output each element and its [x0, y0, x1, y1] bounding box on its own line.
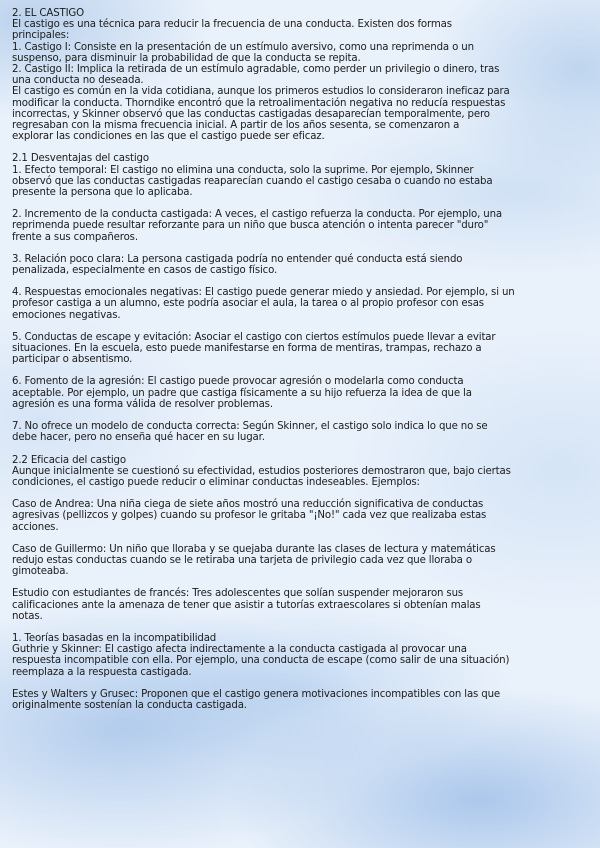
- text-line: notas.: [12, 610, 43, 622]
- document-section: [12, 455, 588, 622]
- text-line: originalmente sostenían la conducta castigada.: [12, 699, 247, 711]
- text-line: agresión es una forma válida de resolver problemas.: [12, 398, 273, 410]
- paragraph: [12, 376, 588, 410]
- text-line: debe hacer, pero no enseña qué hacer en su lugar.: [12, 432, 265, 444]
- section-heading: 2.1 Desventajas del castigo: [12, 153, 149, 165]
- paragraph-spacer: [12, 365, 588, 376]
- text-line: 2. Castigo II: Implica la retirada de un estímulo agradable, como perder un privilegio o dinero, tras: [12, 64, 500, 76]
- paragraph-spacer: [12, 410, 588, 421]
- paragraph: [12, 588, 588, 622]
- paragraph-spacer: [12, 577, 588, 588]
- text-line: Aunque inicialmente se cuestionó su efectividad, estudios posteriores demostraron que, bajo ciertas: [12, 465, 511, 477]
- paragraph: [12, 421, 588, 443]
- text-line: gimoteaba.: [12, 566, 69, 578]
- paragraph-spacer: [12, 198, 588, 209]
- section-spacer: [12, 142, 588, 153]
- text-line: 4. Respuestas emocionales negativas: El castigo puede generar miedo y ansiedad. Por ejemplo, si un: [12, 287, 515, 299]
- text-line: 7. No ofrece un modelo de conducta correcta: Según Skinner, el castigo solo indica lo que no se: [12, 421, 488, 433]
- paragraph: [12, 689, 588, 711]
- paragraph: [12, 19, 588, 142]
- section-heading: 2.2 Eficacia del castigo: [12, 454, 126, 466]
- text-line: Caso de Andrea: Una niña ciega de siete años mostró una reducción significativa de conductas: [12, 499, 484, 511]
- paragraph: [12, 165, 588, 199]
- text-line: explorar las condiciones en las que el castigo puede ser eficaz.: [12, 131, 325, 143]
- paragraph-spacer: [12, 678, 588, 689]
- paragraph-spacer: [12, 276, 588, 287]
- section-spacer: [12, 622, 588, 633]
- paragraph-spacer: [12, 321, 588, 332]
- text-line: modificar la conducta. Thorndike encontró que la retroalimentación negativa no reducía respuestas: [12, 97, 506, 109]
- document-section: [12, 8, 588, 142]
- text-line: reemplaza a la respuesta castigada.: [12, 666, 192, 678]
- text-line: frente a sus compañeros.: [12, 231, 138, 243]
- text-line: reprimenda puede resultar reforzante para un niño que busca atención o intenta parecer "duro": [12, 220, 489, 232]
- text-line: 1. Efecto temporal: El castigo no elimina una conducta, solo la suprime. Por ejemplo, Skinner: [12, 164, 474, 176]
- text-line: una conducta no deseada.: [12, 75, 144, 87]
- paragraph-spacer: [12, 243, 588, 254]
- text-line: suspenso, para disminuir la probabilidad de que la conducta se repita.: [12, 52, 361, 64]
- paragraph: [12, 466, 588, 488]
- paragraph: [12, 332, 588, 366]
- text-line: 2. Incremento de la conducta castigada: A veces, el castigo refuerza la conducta. Por ejemplo, una: [12, 209, 503, 221]
- paragraph: [12, 287, 588, 321]
- text-line: Guthrie y Skinner: El castigo afecta indirectamente a la conducta castigada al provocar una: [12, 644, 467, 656]
- text-line: respuesta incompatible con ella. Por ejemplo, una conducta de escape (como salir de una situación): [12, 655, 510, 667]
- text-line: calificaciones ante la amenaza de tener que asistir a tutorías extraescolares si obtenían malas: [12, 599, 481, 611]
- document-section: [12, 633, 588, 711]
- paragraph: [12, 544, 588, 578]
- section-heading: 1. Teorías basadas en la incompatibilidad: [12, 632, 217, 644]
- text-line: emociones negativas.: [12, 309, 121, 321]
- text-line: penalizada, especialmente en casos de castigo físico.: [12, 265, 278, 277]
- text-line: Estudio con estudiantes de francés: Tres adolescentes que solían suspender mejoraron sus: [12, 588, 464, 600]
- text-line: 3. Relación poco clara: La persona castigada podría no entender qué conducta está siendo: [12, 253, 463, 265]
- text-line: 6. Fomento de la agresión: El castigo puede provocar agresión o modelarla como conducta: [12, 376, 464, 388]
- text-line: regresaban con la misma frecuencia inicial. A partir de los años sesenta, se comenzaron a: [12, 120, 460, 132]
- document-section: [12, 153, 588, 443]
- text-line: condiciones, el castigo puede reducir o eliminar conductas indeseables. Ejemplos:: [12, 476, 420, 488]
- paragraph: [12, 209, 588, 243]
- text-line: participar o absentismo.: [12, 354, 133, 366]
- text-line: principales:: [12, 30, 70, 42]
- text-line: observó que las conductas castigadas reaparecían cuando el castigo cesaba o cuando no estaba: [12, 175, 493, 187]
- text-line: Caso de Guillermo: Un niño que lloraba y se quejaba durante las clases de lectura y matemáticas: [12, 543, 496, 555]
- paragraph: [12, 254, 588, 276]
- paragraph: [12, 644, 588, 678]
- text-line: incorrectas, y Skinner observó que las conductas castigadas desaparecían temporalmente, pero: [12, 108, 490, 120]
- text-line: situaciones. En la escuela, esto puede manifestarse en forma de mentiras, trampas, rechazo a: [12, 343, 482, 355]
- text-line: profesor castiga a un alumno, este podría asociar el aula, la tarea o al propio profesor con esas: [12, 298, 484, 310]
- section-spacer: [12, 444, 588, 455]
- text-line: presente la persona que lo aplicaba.: [12, 187, 193, 199]
- text-line: El castigo es una técnica para reducir la frecuencia de una conducta. Existen dos formas: [12, 19, 452, 31]
- section-heading: 2. EL CASTIGO: [12, 8, 85, 19]
- text-line: 5. Conductas de escape y evitación: Asociar el castigo con ciertos estímulos puede llevar a evitar: [12, 331, 496, 343]
- document-page: [12, 8, 588, 711]
- text-line: agresivas (pellizcos y golpes) cuando su profesor le gritaba "¡No!" cada vez que realizaba estas: [12, 510, 487, 522]
- text-line: El castigo es común en la vida cotidiana, aunque los primeros estudios lo consideraron ineficaz para: [12, 86, 510, 98]
- paragraph-spacer: [12, 533, 588, 544]
- text-line: aceptable. Por ejemplo, un padre que castiga físicamente a su hijo refuerza la idea de que la: [12, 387, 472, 399]
- text-line: Estes y Walters y Grusec: Proponen que el castigo genera motivaciones incompatibles con las que: [12, 688, 501, 700]
- paragraph-spacer: [12, 488, 588, 499]
- text-line: acciones.: [12, 521, 59, 533]
- text-line: 1. Castigo I: Consiste en la presentación de un estímulo aversivo, como una reprimenda o un: [12, 41, 474, 53]
- text-line: redujo estas conductas cuando se le retiraba una tarjeta de privilegio cada vez que lloraba o: [12, 554, 472, 566]
- paragraph: [12, 499, 588, 533]
